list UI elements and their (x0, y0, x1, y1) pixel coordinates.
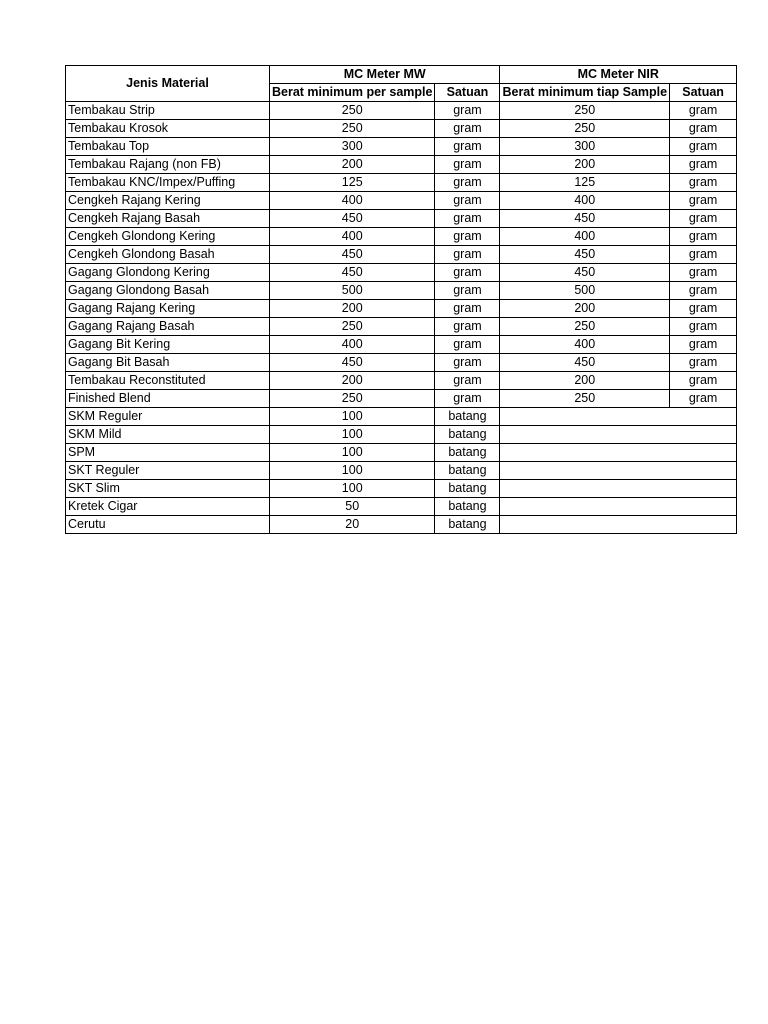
mw-berat-cell: 250 (270, 390, 435, 408)
table-row (66, 408, 737, 426)
mw-berat-cell: 100 (270, 480, 435, 498)
material-name-cell: Cengkeh Rajang Kering (66, 192, 270, 210)
nir-berat-cell: 250 (500, 318, 670, 336)
table-row (66, 156, 737, 174)
table-row (66, 174, 737, 192)
nir-berat-cell: 450 (500, 210, 670, 228)
mw-satuan-cell: gram (435, 354, 500, 372)
mw-satuan-cell: gram (435, 300, 500, 318)
nir-satuan-cell: gram (670, 264, 737, 282)
material-name-cell: SKM Reguler (66, 408, 270, 426)
table-row (66, 246, 737, 264)
mw-berat-cell: 100 (270, 426, 435, 444)
nir-satuan-cell: gram (670, 300, 737, 318)
table-row (66, 120, 737, 138)
nir-berat-cell: 450 (500, 354, 670, 372)
material-name-cell: Kretek Cigar (66, 498, 270, 516)
table-row (66, 354, 737, 372)
nir-satuan-cell: gram (670, 138, 737, 156)
mw-berat-cell: 50 (270, 498, 435, 516)
mw-berat-cell: 100 (270, 444, 435, 462)
material-name-cell: Tembakau Strip (66, 102, 270, 120)
nir-berat-cell: 125 (500, 174, 670, 192)
mw-satuan-cell: gram (435, 372, 500, 390)
mw-satuan-cell: gram (435, 228, 500, 246)
nir-berat-cell: 250 (500, 102, 670, 120)
mw-berat-cell: 400 (270, 228, 435, 246)
mw-satuan-cell: gram (435, 120, 500, 138)
mw-berat-cell: 250 (270, 120, 435, 138)
material-name-cell: SKT Slim (66, 480, 270, 498)
mw-satuan-cell: gram (435, 336, 500, 354)
mw-satuan-cell: gram (435, 102, 500, 120)
mw-satuan-cell: batang (435, 498, 500, 516)
table-row (66, 372, 737, 390)
mw-satuan-cell: gram (435, 282, 500, 300)
mw-berat-cell: 450 (270, 210, 435, 228)
mw-satuan-cell: gram (435, 138, 500, 156)
mw-satuan-cell: gram (435, 318, 500, 336)
material-name-cell: SKM Mild (66, 426, 270, 444)
material-name-cell: SKT Reguler (66, 462, 270, 480)
table-row (66, 264, 737, 282)
mw-satuan-cell: batang (435, 462, 500, 480)
nir-berat-cell: 200 (500, 156, 670, 174)
nir-berat-cell: 200 (500, 372, 670, 390)
mw-satuan-cell: batang (435, 408, 500, 426)
table-row (66, 336, 737, 354)
table-row (66, 138, 737, 156)
mw-satuan-cell: gram (435, 174, 500, 192)
mw-satuan-cell: gram (435, 264, 500, 282)
table-row (66, 480, 737, 498)
nir-satuan-cell: gram (670, 192, 737, 210)
table-row (66, 390, 737, 408)
mw-berat-cell: 200 (270, 156, 435, 174)
material-name-cell: Gagang Rajang Basah (66, 318, 270, 336)
nir-satuan-cell: gram (670, 120, 737, 138)
table-row (66, 444, 737, 462)
material-name-cell: Finished Blend (66, 390, 270, 408)
mw-berat-cell: 400 (270, 192, 435, 210)
material-name-cell: Cengkeh Rajang Basah (66, 210, 270, 228)
material-name-cell: Tembakau Krosok (66, 120, 270, 138)
empty-nir-cell (500, 480, 737, 498)
header-mc-meter-nir: MC Meter NIR (500, 66, 737, 84)
mw-berat-cell: 125 (270, 174, 435, 192)
mw-satuan-cell: gram (435, 390, 500, 408)
header-jenis-material: Jenis Material (66, 66, 270, 102)
nir-berat-cell: 400 (500, 336, 670, 354)
material-name-cell: Gagang Glondong Basah (66, 282, 270, 300)
nir-satuan-cell: gram (670, 354, 737, 372)
table-row (66, 282, 737, 300)
mw-berat-cell: 200 (270, 300, 435, 318)
mw-satuan-cell: batang (435, 480, 500, 498)
empty-nir-cell (500, 498, 737, 516)
empty-nir-cell (500, 426, 737, 444)
nir-satuan-cell: gram (670, 246, 737, 264)
table-row (66, 228, 737, 246)
table-row (66, 516, 737, 534)
nir-berat-cell: 200 (500, 300, 670, 318)
table-row (66, 498, 737, 516)
nir-satuan-cell: gram (670, 156, 737, 174)
material-name-cell: Gagang Bit Basah (66, 354, 270, 372)
nir-satuan-cell: gram (670, 282, 737, 300)
nir-satuan-cell: gram (670, 174, 737, 192)
header-nir-satuan: Satuan (670, 84, 737, 102)
table-row (66, 300, 737, 318)
empty-nir-cell (500, 408, 737, 426)
material-name-cell: Tembakau Reconstituted (66, 372, 270, 390)
mw-satuan-cell: batang (435, 426, 500, 444)
nir-satuan-cell: gram (670, 228, 737, 246)
material-name-cell: Gagang Rajang Kering (66, 300, 270, 318)
table-row (66, 462, 737, 480)
empty-nir-cell (500, 462, 737, 480)
mw-berat-cell: 450 (270, 264, 435, 282)
material-name-cell: Tembakau Top (66, 138, 270, 156)
mw-berat-cell: 20 (270, 516, 435, 534)
material-sample-table (65, 65, 737, 534)
table-row (66, 192, 737, 210)
nir-berat-cell: 400 (500, 192, 670, 210)
mw-satuan-cell: gram (435, 210, 500, 228)
material-name-cell: Cengkeh Glondong Basah (66, 246, 270, 264)
material-name-cell: Cerutu (66, 516, 270, 534)
nir-berat-cell: 250 (500, 390, 670, 408)
mw-berat-cell: 250 (270, 102, 435, 120)
nir-satuan-cell: gram (670, 102, 737, 120)
mw-satuan-cell: gram (435, 246, 500, 264)
table-row (66, 426, 737, 444)
material-name-cell: Tembakau KNC/Impex/Puffing (66, 174, 270, 192)
material-name-cell: Gagang Bit Kering (66, 336, 270, 354)
nir-berat-cell: 300 (500, 138, 670, 156)
nir-berat-cell: 250 (500, 120, 670, 138)
header-mw-satuan: Satuan (435, 84, 500, 102)
mw-berat-cell: 300 (270, 138, 435, 156)
mw-satuan-cell: batang (435, 516, 500, 534)
material-name-cell: SPM (66, 444, 270, 462)
nir-berat-cell: 500 (500, 282, 670, 300)
table-row (66, 318, 737, 336)
empty-nir-cell (500, 516, 737, 534)
mw-berat-cell: 100 (270, 462, 435, 480)
mw-satuan-cell: gram (435, 156, 500, 174)
nir-berat-cell: 450 (500, 246, 670, 264)
mw-berat-cell: 500 (270, 282, 435, 300)
material-name-cell: Cengkeh Glondong Kering (66, 228, 270, 246)
mw-berat-cell: 400 (270, 336, 435, 354)
mw-berat-cell: 200 (270, 372, 435, 390)
mw-satuan-cell: batang (435, 444, 500, 462)
mw-berat-cell: 450 (270, 246, 435, 264)
mw-berat-cell: 100 (270, 408, 435, 426)
mw-berat-cell: 450 (270, 354, 435, 372)
material-name-cell: Gagang Glondong Kering (66, 264, 270, 282)
header-mw-berat-minimum: Berat minimum per sample (270, 84, 435, 102)
material-name-cell: Tembakau Rajang (non FB) (66, 156, 270, 174)
header-mc-meter-mw: MC Meter MW (270, 66, 500, 84)
nir-berat-cell: 450 (500, 264, 670, 282)
mw-berat-cell: 250 (270, 318, 435, 336)
nir-satuan-cell: gram (670, 372, 737, 390)
table-row (66, 102, 737, 120)
table-body (66, 102, 737, 534)
nir-satuan-cell: gram (670, 336, 737, 354)
mw-satuan-cell: gram (435, 192, 500, 210)
nir-satuan-cell: gram (670, 210, 737, 228)
empty-nir-cell (500, 444, 737, 462)
table-row (66, 210, 737, 228)
header-nir-berat-minimum: Berat minimum tiap Sample (500, 84, 670, 102)
nir-berat-cell: 400 (500, 228, 670, 246)
nir-satuan-cell: gram (670, 318, 737, 336)
nir-satuan-cell: gram (670, 390, 737, 408)
